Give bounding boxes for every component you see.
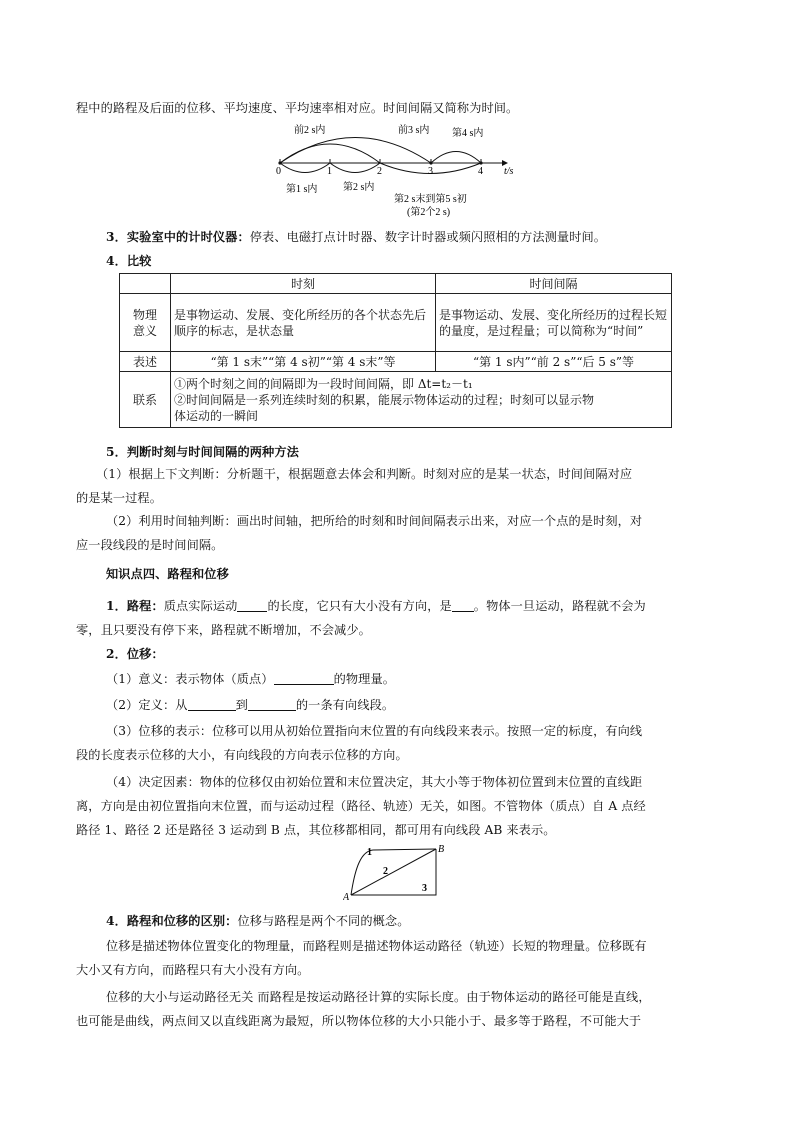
row-meaning-label: 物理 意义 — [120, 294, 171, 352]
item-5-head: 5．判断时刻与时间间隔的两种方法 — [106, 445, 299, 459]
relation-line-3: 体运动的一瞬间 — [174, 408, 259, 423]
tick-label-1: 1 — [327, 166, 332, 177]
item-3-body: 停表、电磁打点计时器、数字计时器或频闪照相的方法测量时间。 — [249, 230, 607, 244]
s4-2-1: （1）意义：表示物体（质点） 的物理量。 — [106, 672, 396, 686]
s4-2-3-l2: 段的长度表示位移的大小，有向线段的方向表示位移的方向。 — [76, 748, 408, 762]
s4-4-p2-l1: 位移的大小与运动路径无关 而路程是按运动路径计算的实际长度。由于物体运动的路径可能是直线， — [106, 990, 651, 1004]
item-3-head: 3．实验室中的计时仪器： — [106, 230, 250, 244]
blank-4[interactable] — [188, 698, 236, 711]
arc-first-3s — [280, 138, 431, 164]
label-2nd-2s: (第2个2 s) — [407, 207, 451, 218]
row-expression-interval: “第 1 s内”“前 2 s”“后 5 s”等 — [436, 352, 672, 372]
label-2end-5start: 第2 s末到第5 s初 — [394, 194, 467, 205]
path-2-label: 2 — [383, 866, 388, 877]
label-4th-s: 第4 s内 — [452, 128, 484, 139]
blank-3[interactable] — [274, 672, 334, 685]
s4-4-head-line: 4．路程和位移的区别：位移与路程是两个不同的概念。 — [106, 914, 410, 928]
label-first-2s: 前2 s内 — [294, 125, 326, 136]
item-5-p2-l2: 应一段线段的是时间间隔。 — [76, 538, 224, 552]
s4-2-4-l3: 路径 1、路径 2 还是路径 3 运动到 B 点，其位移都相同，都可用有向线段 AB 来表示。 — [76, 823, 556, 837]
s4-2-head: 2．位移： — [106, 647, 164, 661]
tick-label-2: 2 — [377, 166, 382, 177]
item-3 — [106, 228, 746, 246]
path-1-label: 1 — [367, 847, 372, 858]
s4-1-line-1: 1．路程：质点实际运动 的长度，它只有大小没有方向，是 。物体一旦运动，路程就不会为 — [106, 599, 646, 613]
s4-2-2: （2）定义：从 到 的一条有向线段。 — [106, 698, 395, 712]
table-corner — [120, 274, 171, 294]
tick-label-3: 3 — [428, 166, 433, 177]
row-expression-moment: “第 1 s末”“第 4 s初”“第 4 s末”等 — [171, 352, 436, 372]
relation-line-2: ②时间间隔是一系列连续时刻的积累，能展示物体运动的过程；时刻可以显示物 — [174, 392, 595, 407]
s4-1-line-2: 零，且只要没有停下来，路程就不断增加，不会减少。 — [76, 623, 371, 637]
tick-label-0: 0 — [276, 166, 281, 177]
item-4-head: 4．比较 — [106, 254, 152, 268]
section-4-title: 知识点四、路程和位移 — [106, 567, 229, 581]
s4-2-4-l2: 离，方向是由初位置指向末位置，而与运动过程（路径、轨迹）无关，如图。不管物体（质点）自 A 点经 — [76, 799, 646, 813]
arc-4th-s — [431, 152, 481, 164]
blank-1[interactable] — [237, 599, 267, 612]
arc-1st-s — [280, 163, 330, 173]
item-5-p2-l1: （2）利用时间轴判断：画出时间轴，把所给的时刻和时间间隔表示出来，对应一个点的是时刻，对 — [106, 514, 643, 528]
s4-2-3-l1: （3）位移的表示：位移可以用从初始位置指向末位置的有向线段来表示。按照一定的标度，有向线 — [106, 724, 643, 738]
item-5-p1-l2: 的是某一过程。 — [76, 491, 163, 505]
row-relation-content — [171, 372, 672, 428]
row-relation-label: 联系 — [120, 372, 171, 428]
axis-label: t/s — [504, 166, 514, 177]
s4-2-4-l1: （4）决定因素：物体的位移仅由初始位置和末位置决定，其大小等于物体初位置到末位置的直线距 — [106, 775, 643, 789]
intro-text: 程中的路程及后面的位移、平均速度、平均速率相对应。时间间隔又简称为时间。 — [76, 101, 519, 115]
row-meaning-interval: 是事物运动、发展、变化所经历的过程长短的量度，是过程量；可以简称为“时间” — [436, 294, 672, 352]
label-1st-s: 第1 s内 — [286, 184, 318, 195]
item-5-p1-l1: （1）根据上下文判断：分析题干，根据题意去体会和判断。时刻对应的是某一状态，时间间隔对应 — [96, 467, 633, 481]
header-interval: 时间间隔 — [436, 274, 672, 294]
arc-2nd-s — [330, 163, 380, 173]
point-b-label: B — [438, 844, 445, 855]
label-first-3s: 前3 s内 — [398, 125, 430, 136]
path-3-label: 3 — [422, 883, 427, 894]
row-meaning-moment: 是事物运动、发展、变化所经历的各个状态先后顺序的标志，是状态量 — [171, 294, 436, 352]
relation-line-1: ①两个时刻之间的间隔即为一段时间间隔，即 Δt=t₂－t₁ — [174, 376, 473, 391]
header-moment: 时刻 — [171, 274, 436, 294]
blank-5[interactable] — [248, 698, 296, 711]
tick-label-4: 4 — [478, 166, 483, 177]
path-figure — [343, 843, 448, 901]
point-a-label: A — [343, 892, 350, 901]
comparison-table — [119, 273, 672, 428]
s4-4-p1-l2: 大小又有方向，而路程只有大小没有方向。 — [76, 963, 310, 977]
s4-4-p2-l2: 也可能是曲线，两点间又以直线距离为最短，所以物体位移的大小只能小于、最多等于路程，不可能大于 — [76, 1014, 642, 1028]
blank-2[interactable] — [452, 599, 474, 612]
timeline-figure — [270, 120, 530, 220]
label-2nd-s: 第2 s内 — [343, 182, 375, 193]
s4-4-p1-l1: 位移是描述物体位置变化的物理量，而路程则是描述物体运动路径（轨迹）长短的物理量。位移既有 — [106, 939, 647, 953]
row-expression-label: 表述 — [120, 352, 171, 372]
